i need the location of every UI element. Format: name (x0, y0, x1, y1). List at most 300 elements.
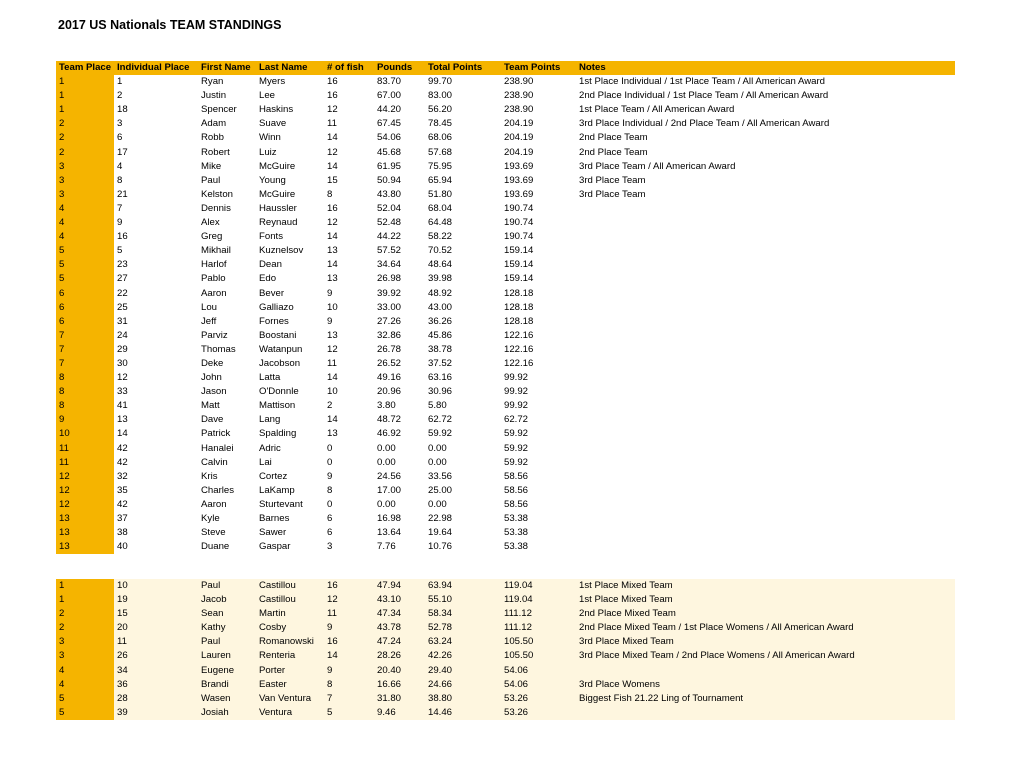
team-points-cell: 119.04 (501, 593, 576, 607)
individual-place-cell: 2 (114, 89, 198, 103)
table-row (56, 385, 955, 399)
pounds-cell: 27.26 (374, 315, 425, 329)
pounds-cell: 47.34 (374, 607, 425, 621)
last-name-cell: O'Donnle (256, 385, 324, 399)
first-name-cell: Duane (198, 540, 256, 554)
team-points-cell: 128.18 (501, 287, 576, 301)
table-row (56, 343, 955, 357)
notes-cell (576, 484, 955, 498)
first-name-cell: Jason (198, 385, 256, 399)
first-name-cell: Steve (198, 526, 256, 540)
last-name-cell: Lee (256, 89, 324, 103)
table-row (56, 301, 955, 315)
individual-place-cell: 6 (114, 131, 198, 145)
table-row (56, 442, 955, 456)
num-fish-cell: 7 (324, 692, 374, 706)
first-name-cell: Wasen (198, 692, 256, 706)
num-fish-cell: 6 (324, 526, 374, 540)
last-name-cell: Sawer (256, 526, 324, 540)
individual-place-cell: 37 (114, 512, 198, 526)
first-name-cell: Dave (198, 413, 256, 427)
notes-cell: 1st Place Mixed Team (576, 579, 955, 593)
individual-place-cell: 39 (114, 706, 198, 720)
col-header-first-name: First Name (198, 61, 256, 75)
team-points-cell: 58.56 (501, 498, 576, 512)
pounds-cell: 17.00 (374, 484, 425, 498)
team-place-cell: 8 (56, 399, 114, 413)
num-fish-cell: 8 (324, 678, 374, 692)
team-place-cell: 8 (56, 371, 114, 385)
team-points-cell: 204.19 (501, 131, 576, 145)
notes-cell: 3rd Place Team / All American Award (576, 160, 955, 174)
last-name-cell: Adric (256, 442, 324, 456)
total-points-cell: 48.64 (425, 258, 501, 272)
num-fish-cell: 12 (324, 216, 374, 230)
pounds-cell: 16.98 (374, 512, 425, 526)
total-points-cell: 70.52 (425, 244, 501, 258)
team-points-cell: 99.92 (501, 399, 576, 413)
num-fish-cell: 13 (324, 329, 374, 343)
notes-cell (576, 258, 955, 272)
table-row (56, 103, 955, 117)
first-name-cell: Paul (198, 635, 256, 649)
total-points-cell: 38.80 (425, 692, 501, 706)
notes-cell: 2nd Place Mixed Team / 1st Place Womens / All American Award (576, 621, 955, 635)
last-name-cell: McGuire (256, 160, 324, 174)
first-name-cell: Patrick (198, 427, 256, 441)
last-name-cell: McGuire (256, 188, 324, 202)
total-points-cell: 64.48 (425, 216, 501, 230)
individual-place-cell: 9 (114, 216, 198, 230)
table-row (56, 621, 955, 635)
table-row (56, 526, 955, 540)
notes-cell: 2nd Place Individual / 1st Place Team / All American Award (576, 89, 955, 103)
individual-place-cell: 8 (114, 174, 198, 188)
col-header-individual-place: Individual Place (114, 61, 198, 75)
last-name-cell: Reynaud (256, 216, 324, 230)
first-name-cell: Alex (198, 216, 256, 230)
table-row (56, 635, 955, 649)
last-name-cell: Lai (256, 456, 324, 470)
num-fish-cell: 11 (324, 357, 374, 371)
pounds-cell: 43.10 (374, 593, 425, 607)
individual-place-cell: 1 (114, 75, 198, 89)
first-name-cell: Paul (198, 174, 256, 188)
total-points-cell: 30.96 (425, 385, 501, 399)
individual-place-cell: 16 (114, 230, 198, 244)
team-place-cell: 4 (56, 678, 114, 692)
last-name-cell: Romanowski (256, 635, 324, 649)
total-points-cell: 58.34 (425, 607, 501, 621)
col-header-pounds: Pounds (374, 61, 425, 75)
pounds-cell: 16.66 (374, 678, 425, 692)
team-place-cell: 6 (56, 315, 114, 329)
team-points-cell: 54.06 (501, 678, 576, 692)
team-place-cell: 11 (56, 456, 114, 470)
pounds-cell: 44.20 (374, 103, 425, 117)
num-fish-cell: 9 (324, 315, 374, 329)
table-row (56, 427, 955, 441)
table-row (56, 484, 955, 498)
pounds-cell: 20.96 (374, 385, 425, 399)
individual-place-cell: 38 (114, 526, 198, 540)
first-name-cell: Mikhail (198, 244, 256, 258)
team-points-cell: 62.72 (501, 413, 576, 427)
table-row (56, 456, 955, 470)
total-points-cell: 5.80 (425, 399, 501, 413)
num-fish-cell: 9 (324, 287, 374, 301)
pounds-cell: 26.78 (374, 343, 425, 357)
total-points-cell: 63.16 (425, 371, 501, 385)
notes-cell (576, 216, 955, 230)
table-row (56, 272, 955, 286)
team-points-cell: 122.16 (501, 357, 576, 371)
individual-place-cell: 22 (114, 287, 198, 301)
individual-place-cell: 18 (114, 103, 198, 117)
last-name-cell: Suave (256, 117, 324, 131)
num-fish-cell: 14 (324, 230, 374, 244)
last-name-cell: Luiz (256, 146, 324, 160)
pounds-cell: 43.80 (374, 188, 425, 202)
num-fish-cell: 13 (324, 427, 374, 441)
notes-cell: 3rd Place Womens (576, 678, 955, 692)
notes-cell: 2nd Place Mixed Team (576, 607, 955, 621)
team-points-cell: 53.38 (501, 526, 576, 540)
team-points-cell: 54.06 (501, 664, 576, 678)
individual-place-cell: 21 (114, 188, 198, 202)
pounds-cell: 61.95 (374, 160, 425, 174)
total-points-cell: 51.80 (425, 188, 501, 202)
notes-cell (576, 230, 955, 244)
notes-cell (576, 385, 955, 399)
total-points-cell: 38.78 (425, 343, 501, 357)
first-name-cell: Aaron (198, 287, 256, 301)
pounds-cell: 13.64 (374, 526, 425, 540)
notes-cell: 3rd Place Individual / 2nd Place Team / All American Award (576, 117, 955, 131)
last-name-cell: Martin (256, 607, 324, 621)
num-fish-cell: 15 (324, 174, 374, 188)
team-points-cell: 53.38 (501, 540, 576, 554)
team-points-cell: 238.90 (501, 89, 576, 103)
team-place-cell: 12 (56, 484, 114, 498)
total-points-cell: 63.94 (425, 579, 501, 593)
team-points-cell: 53.38 (501, 512, 576, 526)
notes-cell (576, 371, 955, 385)
team-place-cell: 2 (56, 607, 114, 621)
team-place-cell: 7 (56, 329, 114, 343)
num-fish-cell: 16 (324, 202, 374, 216)
team-points-cell: 58.56 (501, 470, 576, 484)
num-fish-cell: 14 (324, 371, 374, 385)
individual-place-cell: 14 (114, 427, 198, 441)
individual-place-cell: 28 (114, 692, 198, 706)
num-fish-cell: 14 (324, 131, 374, 145)
individual-place-cell: 17 (114, 146, 198, 160)
team-points-cell: 53.26 (501, 692, 576, 706)
team-place-cell: 13 (56, 540, 114, 554)
num-fish-cell: 12 (324, 593, 374, 607)
table-row (56, 131, 955, 145)
individual-place-cell: 11 (114, 635, 198, 649)
team-place-cell: 10 (56, 427, 114, 441)
pounds-cell: 47.24 (374, 635, 425, 649)
first-name-cell: Deke (198, 357, 256, 371)
team-place-cell: 1 (56, 103, 114, 117)
num-fish-cell: 12 (324, 146, 374, 160)
team-place-cell: 1 (56, 75, 114, 89)
table-row (56, 188, 955, 202)
notes-cell (576, 706, 955, 720)
last-name-cell: Winn (256, 131, 324, 145)
header-row (56, 61, 955, 75)
total-points-cell: 52.78 (425, 621, 501, 635)
team-place-cell: 3 (56, 635, 114, 649)
team-place-cell: 2 (56, 146, 114, 160)
notes-cell (576, 343, 955, 357)
table-row (56, 706, 955, 720)
first-name-cell: Calvin (198, 456, 256, 470)
first-name-cell: Hanalei (198, 442, 256, 456)
pounds-cell: 33.00 (374, 301, 425, 315)
last-name-cell: Dean (256, 258, 324, 272)
pounds-cell: 52.48 (374, 216, 425, 230)
table-row (56, 160, 955, 174)
notes-cell (576, 456, 955, 470)
individual-place-cell: 25 (114, 301, 198, 315)
team-place-cell: 1 (56, 593, 114, 607)
num-fish-cell: 12 (324, 343, 374, 357)
pounds-cell: 67.45 (374, 117, 425, 131)
notes-cell (576, 540, 955, 554)
team-place-cell: 5 (56, 258, 114, 272)
table-row (56, 678, 955, 692)
total-points-cell: 29.40 (425, 664, 501, 678)
team-points-cell: 193.69 (501, 174, 576, 188)
total-points-cell: 45.86 (425, 329, 501, 343)
pounds-cell: 48.72 (374, 413, 425, 427)
num-fish-cell: 16 (324, 75, 374, 89)
pounds-cell: 43.78 (374, 621, 425, 635)
first-name-cell: Kathy (198, 621, 256, 635)
num-fish-cell: 10 (324, 385, 374, 399)
col-header-last-name: Last Name (256, 61, 324, 75)
pounds-cell: 20.40 (374, 664, 425, 678)
team-points-cell: 190.74 (501, 216, 576, 230)
num-fish-cell: 8 (324, 188, 374, 202)
total-points-cell: 68.04 (425, 202, 501, 216)
num-fish-cell: 16 (324, 635, 374, 649)
table-row (56, 512, 955, 526)
pounds-cell: 47.94 (374, 579, 425, 593)
num-fish-cell: 14 (324, 160, 374, 174)
first-name-cell: Paul (198, 579, 256, 593)
team-place-cell: 12 (56, 470, 114, 484)
num-fish-cell: 9 (324, 470, 374, 484)
notes-cell (576, 526, 955, 540)
pounds-cell: 26.98 (374, 272, 425, 286)
total-points-cell: 33.56 (425, 470, 501, 484)
table-row (56, 75, 955, 89)
individual-place-cell: 24 (114, 329, 198, 343)
team-place-cell: 7 (56, 357, 114, 371)
table-row (56, 399, 955, 413)
team-points-cell: 193.69 (501, 188, 576, 202)
first-name-cell: Adam (198, 117, 256, 131)
pounds-cell: 39.92 (374, 287, 425, 301)
table-row (56, 287, 955, 301)
team-place-cell: 2 (56, 621, 114, 635)
total-points-cell: 39.98 (425, 272, 501, 286)
pounds-cell: 57.52 (374, 244, 425, 258)
table-row (56, 89, 955, 103)
table-row (56, 579, 955, 593)
last-name-cell: Ventura (256, 706, 324, 720)
team-points-cell: 190.74 (501, 202, 576, 216)
first-name-cell: Kyle (198, 512, 256, 526)
team-points-cell: 99.92 (501, 385, 576, 399)
notes-cell: 1st Place Mixed Team (576, 593, 955, 607)
last-name-cell: Kuznelsov (256, 244, 324, 258)
mixed-team-standings-body (56, 579, 955, 720)
pounds-cell: 52.04 (374, 202, 425, 216)
pounds-cell: 3.80 (374, 399, 425, 413)
first-name-cell: Lou (198, 301, 256, 315)
individual-place-cell: 15 (114, 607, 198, 621)
notes-cell (576, 315, 955, 329)
team-points-cell: 59.92 (501, 456, 576, 470)
first-name-cell: Dennis (198, 202, 256, 216)
num-fish-cell: 14 (324, 413, 374, 427)
pounds-cell: 32.86 (374, 329, 425, 343)
total-points-cell: 24.66 (425, 678, 501, 692)
col-header-num-fish: # of fish (324, 61, 374, 75)
num-fish-cell: 14 (324, 258, 374, 272)
last-name-cell: Myers (256, 75, 324, 89)
num-fish-cell: 0 (324, 442, 374, 456)
team-place-cell: 6 (56, 287, 114, 301)
table-row (56, 174, 955, 188)
first-name-cell: Robert (198, 146, 256, 160)
total-points-cell: 58.22 (425, 230, 501, 244)
last-name-cell: Barnes (256, 512, 324, 526)
team-place-cell: 2 (56, 117, 114, 131)
last-name-cell: Porter (256, 664, 324, 678)
first-name-cell: Lauren (198, 649, 256, 663)
individual-place-cell: 42 (114, 456, 198, 470)
team-place-cell: 1 (56, 579, 114, 593)
first-name-cell: Robb (198, 131, 256, 145)
notes-cell (576, 399, 955, 413)
table-row (56, 498, 955, 512)
team-standings-table (56, 61, 955, 554)
total-points-cell: 14.46 (425, 706, 501, 720)
total-points-cell: 22.98 (425, 512, 501, 526)
last-name-cell: Gaspar (256, 540, 324, 554)
last-name-cell: Lang (256, 413, 324, 427)
team-place-cell: 11 (56, 442, 114, 456)
team-points-cell: 190.74 (501, 230, 576, 244)
team-points-cell: 105.50 (501, 649, 576, 663)
last-name-cell: Castillou (256, 593, 324, 607)
first-name-cell: Aaron (198, 498, 256, 512)
individual-place-cell: 34 (114, 664, 198, 678)
pounds-cell: 31.80 (374, 692, 425, 706)
team-place-cell: 13 (56, 526, 114, 540)
individual-place-cell: 31 (114, 315, 198, 329)
notes-cell: 3rd Place Mixed Team / 2nd Place Womens / All American Award (576, 649, 955, 663)
num-fish-cell: 11 (324, 117, 374, 131)
individual-place-cell: 35 (114, 484, 198, 498)
team-points-cell: 238.90 (501, 75, 576, 89)
individual-place-cell: 5 (114, 244, 198, 258)
first-name-cell: Parviz (198, 329, 256, 343)
last-name-cell: Haussler (256, 202, 324, 216)
notes-cell (576, 442, 955, 456)
individual-place-cell: 12 (114, 371, 198, 385)
team-points-cell: 119.04 (501, 579, 576, 593)
last-name-cell: Easter (256, 678, 324, 692)
total-points-cell: 37.52 (425, 357, 501, 371)
notes-cell (576, 357, 955, 371)
last-name-cell: Sturtevant (256, 498, 324, 512)
last-name-cell: Fonts (256, 230, 324, 244)
last-name-cell: Castillou (256, 579, 324, 593)
notes-cell (576, 301, 955, 315)
num-fish-cell: 16 (324, 579, 374, 593)
team-points-cell: 159.14 (501, 244, 576, 258)
team-points-cell: 204.19 (501, 146, 576, 160)
team-points-cell: 105.50 (501, 635, 576, 649)
total-points-cell: 68.06 (425, 131, 501, 145)
pounds-cell: 44.22 (374, 230, 425, 244)
last-name-cell: Galliazo (256, 301, 324, 315)
last-name-cell: Jacobson (256, 357, 324, 371)
pounds-cell: 0.00 (374, 498, 425, 512)
team-place-cell: 3 (56, 174, 114, 188)
team-points-cell: 59.92 (501, 427, 576, 441)
pounds-cell: 26.52 (374, 357, 425, 371)
team-points-cell: 59.92 (501, 442, 576, 456)
team-place-cell: 3 (56, 649, 114, 663)
table-row (56, 244, 955, 258)
total-points-cell: 59.92 (425, 427, 501, 441)
first-name-cell: Kris (198, 470, 256, 484)
table-row (56, 146, 955, 160)
total-points-cell: 55.10 (425, 593, 501, 607)
pounds-cell: 24.56 (374, 470, 425, 484)
individual-place-cell: 19 (114, 593, 198, 607)
table-row (56, 607, 955, 621)
individual-place-cell: 29 (114, 343, 198, 357)
notes-cell: 3rd Place Team (576, 188, 955, 202)
table-row (56, 413, 955, 427)
team-place-cell: 3 (56, 160, 114, 174)
pounds-cell: 83.70 (374, 75, 425, 89)
col-header-team-points: Team Points (501, 61, 576, 75)
individual-place-cell: 36 (114, 678, 198, 692)
first-name-cell: Mike (198, 160, 256, 174)
pounds-cell: 46.92 (374, 427, 425, 441)
notes-cell (576, 329, 955, 343)
notes-cell (576, 470, 955, 484)
team-points-cell: 159.14 (501, 272, 576, 286)
team-points-cell: 111.12 (501, 621, 576, 635)
table-row (56, 649, 955, 663)
team-place-cell: 4 (56, 664, 114, 678)
notes-cell (576, 413, 955, 427)
pounds-cell: 9.46 (374, 706, 425, 720)
team-place-cell: 9 (56, 413, 114, 427)
